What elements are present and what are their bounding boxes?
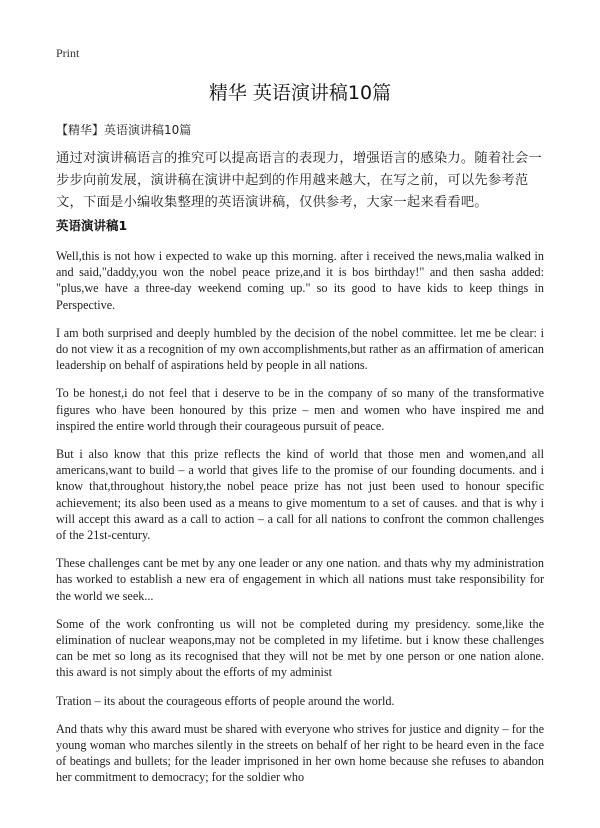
- print-label[interactable]: Print: [56, 46, 80, 60]
- body-paragraph: Tration – its about the courageous efforts of people around the world.: [56, 693, 395, 708]
- intro-paragraph: 通过对演讲稿语言的推究可以提高语言的表现力，增强语言的感染力。随着社会一步步向前发展，演讲稿在演讲中起到的作用越来越大，在写之前，可以先参考范文，下面是小编收集整理的英语演讲稿，仅供参考，大家一起来看看吧。: [56, 151, 542, 210]
- body-paragraph: But i also know that this prize reflects the kind of world that those men and women,and all americans,want to build – a world that gives life to the promise of our founding documents. and i know that,throughout history,the nobel peace prize has not just been used to honour specific achievement; its also been used as a means to give momentum to a set of causes. and that is why i will accept this award as a call to action – a call for all nations to confront the common challenges of the 21st-century.: [56, 447, 544, 543]
- section-heading: 英语演讲稿1: [56, 218, 128, 233]
- document-title: 精华 英语演讲稿10篇: [208, 82, 392, 104]
- body-paragraph: And thats why this award must be shared with everyone who strives for justice and dignity – for the young woman who marches silently in the streets on behalf of her right to be heard even in the face of beatings and bullets; for the leader imprisoned in her own home because she refuses to abandon her commitment to democracy; for the soldier who: [56, 721, 544, 785]
- body-paragraph: These challenges cant be met by any one leader or any one nation. and thats why my administration has worked to establish a new era of engagement in which all nations must take responsibility for the world we seek...: [56, 556, 544, 603]
- document-subtitle: 【精华】英语演讲稿10篇: [56, 123, 192, 137]
- body-paragraph: Well,this is not how i expected to wake up this morning. after i received the news,malia walked in and said,"daddy,you won the nobel peace prize,and it is bos birthday!" and then sasha added: "plus,we have a three-day weekend coming up." so its good to have kids to keep things in Perspective.: [56, 249, 544, 312]
- body-paragraph: To be honest,i do not feel that i deserve to be in the company of so many of the transformative figures who have been honoured by this prize – men and women who have inspired me and inspired the entire world through their courageous pursuit of peace.: [56, 386, 544, 433]
- speech-body: [56, 248, 544, 798]
- body-paragraph: I am both surprised and deeply humbled by the decision of the nobel committee. let me be clear: i do not view it as a recognition of my own accomplishments,but rather as an affirmation of american leadership on behalf of aspirations held by people in all nations.: [56, 325, 544, 373]
- body-paragraph: Some of the work confronting us will not be completed during my presidency. some,like the elimination of nuclear weapons,may not be completed in my lifetime. but i know these challenges can be met so long as its recognised that they will not be met by one person or one nation alone. this award is not simply about the efforts of my administ: [56, 616, 544, 680]
